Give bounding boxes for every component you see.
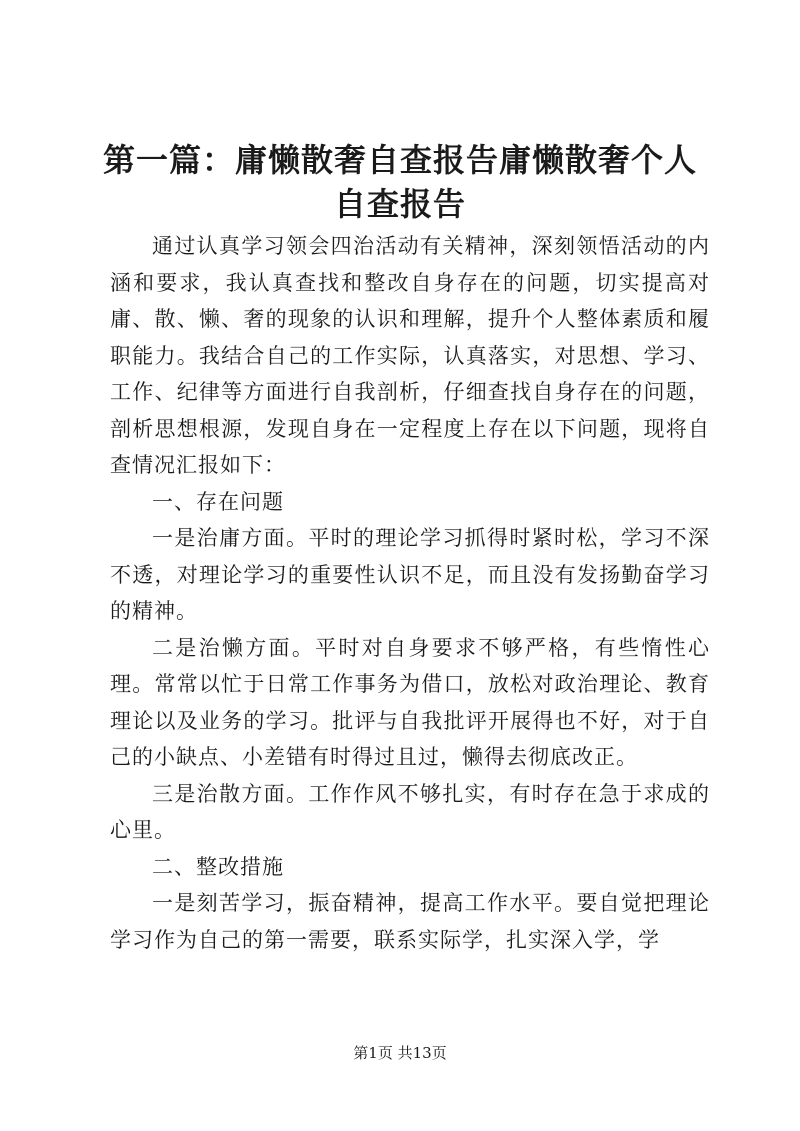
paragraph-intro: 通过认真学习领会四治活动有关精神，深刻领悟活动的内涵和要求，我认真查找和整改自身存在的问题，切实提高对庸、散、懒、奢的现象的认识和理解，提升个人整体素质和履职能力。我结合自己的工作实际，认真落实，对思想、学习、工作、纪律等方面进行自我剖析，仔细查找自身存在的问题，剖析思想根源，发现自身在一定程度上存在以下问题，现将自查情况汇报如下： — [110, 234, 710, 477]
paragraph-laxity: 三是治散方面。工作作风不够扎实，有时存在急于求成的心里。 — [110, 781, 710, 842]
paragraph-laziness: 二是治懒方面。平时对自身要求不够严格，有些惰性心理。常常以忙于日常工作事务为借口，放松对政治理论、教育理论以及业务的学习。批评与自我批评开展得也不好，对于自己的小缺点、小差错有时得过且过，懒得去彻底改正。 — [110, 635, 710, 769]
page-number: 第1页 共13页 — [353, 1044, 447, 1062]
section-heading-problems: 一、存在问题 — [152, 489, 284, 514]
document-title: 第一篇：庸懒散奢自查报告庸懒散奢个人自查报告 — [102, 141, 697, 223]
section-heading-measures: 二、整改措施 — [152, 854, 284, 879]
document-body — [110, 228, 710, 958]
paragraph-study: 一是刻苦学习，振奋精神，提高工作水平。要自觉把理论学习作为自己的第一需要，联系实际学，扎实深入学，学 — [110, 891, 710, 952]
paragraph-mediocrity: 一是治庸方面。平时的理论学习抓得时紧时松，学习不深不透，对理论学习的重要性认识不足，而且没有发扬勤奋学习的精神。 — [110, 526, 710, 623]
